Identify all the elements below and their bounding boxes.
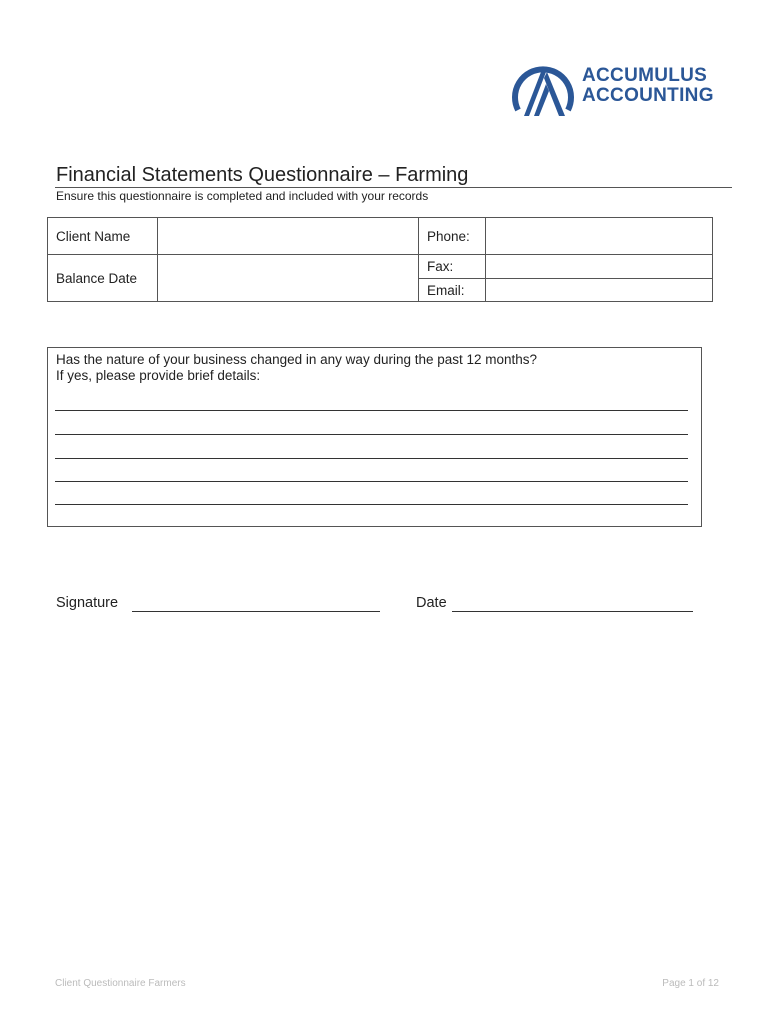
fax-field[interactable] [486, 255, 713, 279]
answer-line[interactable] [55, 481, 688, 482]
question-instruction: If yes, please provide brief details: [56, 368, 261, 383]
answer-line[interactable] [55, 434, 688, 435]
client-name-label: Client Name [48, 218, 158, 255]
signature-label: Signature [56, 595, 119, 611]
date-line[interactable] [452, 611, 693, 612]
title-divider [55, 187, 732, 188]
answer-line[interactable] [55, 410, 688, 411]
phone-field[interactable] [486, 218, 713, 255]
page-title: Financial Statements Questionnaire – Farming [56, 164, 469, 186]
client-name-field[interactable] [158, 218, 419, 255]
business-change-box [47, 347, 702, 527]
page-number: Page 1 of 12 [662, 978, 719, 989]
date-label: Date [416, 595, 447, 611]
accumulus-logo-icon [510, 58, 576, 120]
subtitle: Ensure this questionnaire is completed and included with your records [56, 189, 429, 203]
email-label: Email: [419, 279, 486, 302]
footer-title: Client Questionnaire Farmers [55, 978, 186, 989]
signature-line[interactable] [132, 611, 380, 612]
phone-label: Phone: [419, 218, 486, 255]
client-info-table [47, 217, 713, 302]
fax-label: Fax: [419, 255, 486, 279]
question-text: Has the nature of your business changed in any way during the past 12 months? [56, 352, 538, 367]
balance-date-label: Balance Date [48, 255, 158, 302]
answer-line[interactable] [55, 458, 688, 459]
answer-line[interactable] [55, 504, 688, 505]
logo-text: ACCUMULUS ACCOUNTING [582, 65, 714, 106]
balance-date-field[interactable] [158, 255, 419, 302]
email-field[interactable] [486, 279, 713, 302]
